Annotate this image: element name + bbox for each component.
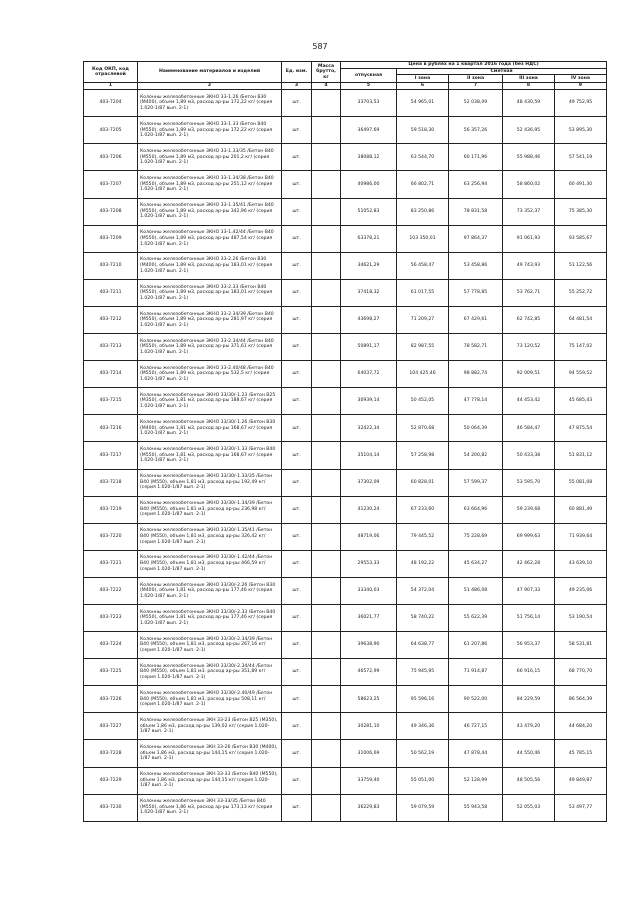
column-number: 9 xyxy=(555,83,607,90)
table-row xyxy=(84,496,607,523)
row-code: 403-7206 xyxy=(84,144,138,171)
row-release-price: 63378,21 xyxy=(341,225,397,252)
row-name: Колонны железобетонные 3КНО 33/30/-2.34/44 /Бетон В40 (М550), объем 1,81 м3, расход ар-ры 351,89 кг/ (серия 1.020-1/87 вып. 2-1) xyxy=(138,659,282,686)
table-row xyxy=(84,361,607,388)
row-mass xyxy=(312,198,341,225)
row-name: Колонны железобетонные 3КНО 33-2.26 /Бетон В30 (М400), объем 1,89 м3, расход ар-ры 183,01 кг/ (серия 1.020-1/87 вып. 2-1) xyxy=(138,252,282,279)
row-zone1-price: 71 209,27 xyxy=(397,306,449,333)
row-zone3-price: 73 352,37 xyxy=(503,198,555,225)
table-row xyxy=(84,794,607,821)
row-mass xyxy=(312,252,341,279)
row-zone4-price: 45 685,43 xyxy=(555,388,607,415)
table-row xyxy=(84,334,607,361)
row-zone1-price: 50 562,19 xyxy=(397,740,449,767)
row-name: Колонны железобетонные 3КНО 33-2.34/44 /Бетон В40 (М550), объем 1,89 м3, расход ар-ры 371,61 кг/ (серия 1.020-1/87 вып. 2-1) xyxy=(138,334,282,361)
row-code: 403-7211 xyxy=(84,279,138,306)
row-zone4-price: 47 875,54 xyxy=(555,415,607,442)
row-unit: шт. xyxy=(282,632,312,659)
row-unit: шт. xyxy=(282,334,312,361)
row-name: Колонны железобетонные 3КН 33-33/35 /Бетон В40 (М550), объем 1,86 м3, расход ар-ры 173,13 кг/ (серия 1.020-1/87 вып. 2-1) xyxy=(138,794,282,821)
row-mass xyxy=(312,523,341,550)
header-zone3: III зона xyxy=(503,75,555,83)
table-row xyxy=(84,279,607,306)
row-zone2-price: 67 429,61 xyxy=(449,306,503,333)
row-zone2-price: 46 727,15 xyxy=(449,713,503,740)
row-name: Колонны железобетонные 3КН 33-23 /Бетон В25 (М350), объем 1,86 м3, расход ар-ры 139,02 кг/ (серия 1.020-1/87 вып. 2-1) xyxy=(138,713,282,740)
row-name: Колонны железобетонные 3КНО 33/30/-2.40/49 /Бетон В40 (М550), объем 1,81 м3, расход ар-ры 508,11 кг/ (серия 1.020-1/87 вып. 2-1) xyxy=(138,686,282,713)
row-mass xyxy=(312,713,341,740)
row-zone2-price: 52 128,99 xyxy=(449,767,503,794)
header-release: отпускная xyxy=(341,68,397,83)
row-unit: шт. xyxy=(282,388,312,415)
row-zone1-price: 66 802,71 xyxy=(397,171,449,198)
header-estimate: Сметная xyxy=(397,68,607,75)
price-table xyxy=(83,61,607,822)
row-release-price: 36497,69 xyxy=(341,117,397,144)
row-code: 403-7214 xyxy=(84,361,138,388)
row-zone4-price: 55 081,08 xyxy=(555,469,607,496)
table-row xyxy=(84,632,607,659)
row-mass xyxy=(312,632,341,659)
row-zone4-price: 44 684,20 xyxy=(555,713,607,740)
row-unit: шт. xyxy=(282,659,312,686)
column-number: 2 xyxy=(138,83,282,90)
row-release-price: 37302,09 xyxy=(341,469,397,496)
row-mass xyxy=(312,225,341,252)
row-zone4-price: 51 831,12 xyxy=(555,442,607,469)
row-release-price: 30281,10 xyxy=(341,713,397,740)
table-row xyxy=(84,225,607,252)
table-row xyxy=(84,659,607,686)
row-code: 403-7210 xyxy=(84,252,138,279)
row-zone4-price: 58 531,81 xyxy=(555,632,607,659)
row-zone3-price: 49 743,93 xyxy=(503,252,555,279)
row-release-price: 40986,00 xyxy=(341,171,397,198)
row-mass xyxy=(312,334,341,361)
row-release-price: 38088,12 xyxy=(341,144,397,171)
table-row xyxy=(84,90,607,117)
row-mass xyxy=(312,361,341,388)
row-unit: шт. xyxy=(282,740,312,767)
row-zone3-price: 46 584,47 xyxy=(503,415,555,442)
row-release-price: 30939,14 xyxy=(341,388,397,415)
row-name: Колонны железобетонные 3КНО 33/30/-2.33 /Бетон В40 (М550), объем 1,81 м3, расход ар-ры 177,46 кг/ (серия 1.020-1/87 вып. 2-1) xyxy=(138,604,282,631)
row-zone1-price: 59 079,59 xyxy=(397,794,449,821)
row-unit: шт. xyxy=(282,523,312,550)
row-name: Колонны железобетонные 3КН 33-33 /Бетон В40 (М550), объем 1,86 м3, расход ар-ры 144,15 кг/ (серия 1.020-1/87 вып. 2-1) xyxy=(138,767,282,794)
row-zone3-price: 92 009,51 xyxy=(503,361,555,388)
row-zone4-price: 53 497,77 xyxy=(555,794,607,821)
table-row xyxy=(84,577,607,604)
row-zone1-price: 63 544,70 xyxy=(397,144,449,171)
header-name: Наименование материалов и изделий xyxy=(138,62,282,83)
table-row xyxy=(84,550,607,577)
row-mass xyxy=(312,415,341,442)
row-zone1-price: 56 458,47 xyxy=(397,252,449,279)
row-zone3-price: 73 120,52 xyxy=(503,334,555,361)
row-mass xyxy=(312,794,341,821)
row-name: Колонны железобетонные 3КНО 33-1.33 /Бетон В40 (М550), объем 1,89 м3, расход ар-ры 172,22 кг/ (серия 1.020-1/87 вып. 2-1) xyxy=(138,117,282,144)
row-release-price: 34621,29 xyxy=(341,252,397,279)
row-name: Колонны железобетонные 3КНО 33-1.26 /Бетон В30 (М400), объем 1,89 м3, расход ар-ры 172,22 кг/ (серия 1.020-1/87 вып. 2-1) xyxy=(138,90,282,117)
row-release-price: 39638,90 xyxy=(341,632,397,659)
row-zone3-price: 52 055,03 xyxy=(503,794,555,821)
table-row xyxy=(84,198,607,225)
header-zone4: IV зона xyxy=(555,75,607,83)
row-mass xyxy=(312,577,341,604)
row-name: Колонны железобетонные 3КНО 33-2.40/48 /Бетон В40 (М550), объем 1,89 м3, расход ар-ры 532,5 кг/ (серия 1.020-1/87 вып. 2-1) xyxy=(138,361,282,388)
row-name: Колонны железобетонные 3КНО 33/30/-1.23 /Бетон В25 (М350), объем 1,81 м3, расход ар-ры 188,67 кг/ (серия 1.020-1/87 вып. 2-1) xyxy=(138,388,282,415)
page-number: 587 xyxy=(312,42,328,51)
row-release-price: 33759,40 xyxy=(341,767,397,794)
row-zone3-price: 56 953,37 xyxy=(503,632,555,659)
row-code: 403-7209 xyxy=(84,225,138,252)
row-zone4-price: 43 639,10 xyxy=(555,550,607,577)
row-mass xyxy=(312,659,341,686)
row-code: 403-7222 xyxy=(84,577,138,604)
row-mass xyxy=(312,90,341,117)
row-code: 403-7224 xyxy=(84,632,138,659)
row-release-price: 36229,83 xyxy=(341,794,397,821)
row-unit: шт. xyxy=(282,198,312,225)
row-mass xyxy=(312,604,341,631)
row-zone2-price: 78 831,58 xyxy=(449,198,503,225)
row-mass xyxy=(312,442,341,469)
row-code: 403-7225 xyxy=(84,659,138,686)
row-zone3-price: 42 462,28 xyxy=(503,550,555,577)
row-zone3-price: 59 239,68 xyxy=(503,496,555,523)
row-zone4-price: 51 122,56 xyxy=(555,252,607,279)
row-zone4-price: 94 559,52 xyxy=(555,361,607,388)
row-name: Колонны железобетонные 3КНО 33-1.42/44 /Бетон В40 (М550), объем 1,89 м3, расход ар-ры 487,54 кг/ (серия 1.020-1/87 вып. 2-1) xyxy=(138,225,282,252)
row-zone4-price: 49 235,06 xyxy=(555,577,607,604)
row-zone2-price: 71 914,87 xyxy=(449,659,503,686)
column-number: 4 xyxy=(312,83,341,90)
row-zone1-price: 50 452,05 xyxy=(397,388,449,415)
row-name: Колонны железобетонные 3КНО 33/30/-1.26 /Бетон В30 (М400), объем 1,81 м3, расход ар-ры 168,67 кг/ (серия 1.020-1/87 вып. 2-1) xyxy=(138,415,282,442)
row-unit: шт. xyxy=(282,279,312,306)
row-unit: шт. xyxy=(282,794,312,821)
row-zone3-price: 66 916,15 xyxy=(503,659,555,686)
row-zone2-price: 63 664,96 xyxy=(449,496,503,523)
row-mass xyxy=(312,279,341,306)
row-code: 403-7229 xyxy=(84,767,138,794)
row-zone4-price: 60 491,30 xyxy=(555,171,607,198)
row-zone2-price: 78 582,71 xyxy=(449,334,503,361)
row-zone3-price: 58 860,02 xyxy=(503,171,555,198)
header-code: Код ОКП, код отраслевой xyxy=(84,62,138,83)
row-unit: шт. xyxy=(282,361,312,388)
row-code: 403-7223 xyxy=(84,604,138,631)
column-number: 7 xyxy=(449,83,503,90)
header-zone1: I зона xyxy=(397,75,449,83)
row-mass xyxy=(312,144,341,171)
row-name: Колонны железобетонные 3КНО 33/30/-1.33/35 /Бетон В40 (М550), объем 1,81 м3, расход ар-ры 192,49 кг/ (серия 1.020-1/87 вып. 2-1) xyxy=(138,469,282,496)
row-release-price: 43698,27 xyxy=(341,306,397,333)
row-zone2-price: 98 882,74 xyxy=(449,361,503,388)
row-zone2-price: 75 228,69 xyxy=(449,523,503,550)
table-row xyxy=(84,144,607,171)
row-zone4-price: 93 585,67 xyxy=(555,225,607,252)
header-unit: Ед. изм. xyxy=(282,62,312,83)
row-code: 403-7213 xyxy=(84,334,138,361)
row-zone2-price: 50 064,39 xyxy=(449,415,503,442)
row-code: 403-7215 xyxy=(84,388,138,415)
row-zone2-price: 51 486,08 xyxy=(449,577,503,604)
row-zone1-price: 104 425,46 xyxy=(397,361,449,388)
row-unit: шт. xyxy=(282,469,312,496)
row-zone2-price: 52 038,09 xyxy=(449,90,503,117)
table-row xyxy=(84,252,607,279)
row-unit: шт. xyxy=(282,117,312,144)
row-zone1-price: 55 051,00 xyxy=(397,767,449,794)
row-unit: шт. xyxy=(282,577,312,604)
row-zone1-price: 103 350,01 xyxy=(397,225,449,252)
row-mass xyxy=(312,469,341,496)
table-row xyxy=(84,767,607,794)
table-row xyxy=(84,415,607,442)
row-release-price: 48719,06 xyxy=(341,523,397,550)
row-zone1-price: 58 740,22 xyxy=(397,604,449,631)
row-release-price: 46572,99 xyxy=(341,659,397,686)
row-code: 403-7219 xyxy=(84,496,138,523)
table-row xyxy=(84,523,607,550)
row-mass xyxy=(312,117,341,144)
row-zone4-price: 53 190,54 xyxy=(555,604,607,631)
row-zone1-price: 79 445,52 xyxy=(397,523,449,550)
row-zone2-price: 55 943,58 xyxy=(449,794,503,821)
row-zone3-price: 84 229,59 xyxy=(503,686,555,713)
row-zone4-price: 49 752,95 xyxy=(555,90,607,117)
row-zone4-price: 75 147,02 xyxy=(555,334,607,361)
row-name: Колонны железобетонные 3КНО 33-1.35/41 /Бетон В40 (М550), объем 1,89 м3, расход ар-ры 342,96 кг/ (серия 1.020-1/87 вып. 2-1) xyxy=(138,198,282,225)
row-zone2-price: 63 256,94 xyxy=(449,171,503,198)
row-zone4-price: 49 849,87 xyxy=(555,767,607,794)
row-zone3-price: 69 999,63 xyxy=(503,523,555,550)
header-price-group: Цена в рублях на 1 квартал 2016 года (без НДС) xyxy=(341,62,607,69)
row-zone3-price: 48 505,56 xyxy=(503,767,555,794)
row-code: 403-7228 xyxy=(84,740,138,767)
row-zone1-price: 95 596,16 xyxy=(397,686,449,713)
row-zone1-price: 54 965,01 xyxy=(397,90,449,117)
table-row xyxy=(84,604,607,631)
row-name: Колонны железобетонные 3КНО 33/30/-2.34/39 /Бетон В40 (М550), объем 1,81 м3, расход ар-ры 267,16 кг/ (серия 1.020-1/87 вып. 2-1) xyxy=(138,632,282,659)
row-zone3-price: 55 988,46 xyxy=(503,144,555,171)
row-name: Колонны железобетонные 3КНО 33/30/-1.42/44 /Бетон В40 (М550), объем 1,81 м3, расход ар-ры 466,59 кг/ (серия 1.020-1/87 вып. 2-1) xyxy=(138,550,282,577)
row-zone2-price: 47 878,44 xyxy=(449,740,503,767)
row-code: 403-7227 xyxy=(84,713,138,740)
row-zone1-price: 82 987,55 xyxy=(397,334,449,361)
row-unit: шт. xyxy=(282,252,312,279)
row-zone2-price: 60 171,96 xyxy=(449,144,503,171)
row-code: 403-7208 xyxy=(84,198,138,225)
row-mass xyxy=(312,306,341,333)
row-zone4-price: 68 770,70 xyxy=(555,659,607,686)
row-name: Колонны железобетонные 3КНО 33/30/-1.34/39 /Бетон В40 (М550), объем 1,81 м3, расход ар-ры 236,98 кг/ (серия 1.020-1/87 вып. 2-1) xyxy=(138,496,282,523)
column-number: 1 xyxy=(84,83,138,90)
row-code: 403-7204 xyxy=(84,90,138,117)
row-zone2-price: 97 864,37 xyxy=(449,225,503,252)
row-name: Колонны железобетонные 3КНО 33/30/-2.26 /Бетон В30 (М400), объем 1,81 м3, расход ар-ры 177,46 кг/ (серия 1.020-1/87 вып. 2-1) xyxy=(138,577,282,604)
column-number: 6 xyxy=(397,83,449,90)
column-number: 5 xyxy=(341,83,397,90)
row-zone1-price: 83 250,86 xyxy=(397,198,449,225)
row-unit: шт. xyxy=(282,713,312,740)
row-unit: шт. xyxy=(282,442,312,469)
table-row xyxy=(84,117,607,144)
row-name: Колонны железобетонные 3КНО 33-1.33/35 /Бетон В40 (М550), объем 1,89 м3, расход ар-ры 201,2 кг/ (серия 1.020-1/87 вып. 2-1) xyxy=(138,144,282,171)
row-release-price: 33340,03 xyxy=(341,577,397,604)
row-zone3-price: 52 436,95 xyxy=(503,117,555,144)
row-name: Колонны железобетонные 3КНО 33-1.34/38 /Бетон В40 (М550), объем 1,89 м3, расход ар-ры 251,12 кг/ (серия 1.020-1/87 вып. 2-1) xyxy=(138,171,282,198)
row-zone3-price: 50 433,38 xyxy=(503,442,555,469)
row-code: 403-7218 xyxy=(84,469,138,496)
row-release-price: 36021,77 xyxy=(341,604,397,631)
table-row xyxy=(84,740,607,767)
row-zone3-price: 51 756,14 xyxy=(503,604,555,631)
row-zone3-price: 44 453,42 xyxy=(503,388,555,415)
row-name: Колонны железобетонные 3КНО 33-2.34/39 /Бетон В40 (М550), объем 1,89 м3, расход ар-ры 281,97 кг/ (серия 1.020-1/87 вып. 2-1) xyxy=(138,306,282,333)
row-unit: шт. xyxy=(282,144,312,171)
row-zone4-price: 55 252,72 xyxy=(555,279,607,306)
row-mass xyxy=(312,388,341,415)
row-zone4-price: 71 939,64 xyxy=(555,523,607,550)
row-name: Колонны железобетонные 3КНО 33/30/-1.35/41 /Бетон В40 (М550), объем 1,81 м3, расход ар-ры 326,42 кг/ (серия 1.020-1/87 вып. 2-1) xyxy=(138,523,282,550)
row-zone3-price: 48 430,59 xyxy=(503,90,555,117)
row-release-price: 33703,53 xyxy=(341,90,397,117)
row-unit: шт. xyxy=(282,686,312,713)
row-release-price: 41230,24 xyxy=(341,496,397,523)
row-zone1-price: 54 372,04 xyxy=(397,577,449,604)
column-number: 8 xyxy=(503,83,555,90)
row-unit: шт. xyxy=(282,171,312,198)
row-zone1-price: 75 945,95 xyxy=(397,659,449,686)
table-row xyxy=(84,171,607,198)
row-zone4-price: 75 385,30 xyxy=(555,198,607,225)
row-release-price: 37418,32 xyxy=(341,279,397,306)
row-zone3-price: 47 907,33 xyxy=(503,577,555,604)
row-zone2-price: 54 200,82 xyxy=(449,442,503,469)
row-zone3-price: 91 061,93 xyxy=(503,225,555,252)
row-release-price: 50891,17 xyxy=(341,334,397,361)
row-mass xyxy=(312,496,341,523)
row-zone2-price: 47 778,14 xyxy=(449,388,503,415)
row-zone1-price: 49 346,36 xyxy=(397,713,449,740)
row-code: 403-7205 xyxy=(84,117,138,144)
row-unit: шт. xyxy=(282,550,312,577)
row-unit: шт. xyxy=(282,496,312,523)
header-zone2: II зона xyxy=(449,75,503,83)
row-name: Колонны железобетонные 3КНО 33/30/-1.33 /Бетон В40 (М550), объем 1,81 м3, расход ар-ры 168,67 кг/ (серия 1.020-1/87 вып. 2-1) xyxy=(138,442,282,469)
row-zone2-price: 53 458,86 xyxy=(449,252,503,279)
row-zone4-price: 86 564,39 xyxy=(555,686,607,713)
row-unit: шт. xyxy=(282,306,312,333)
table-row xyxy=(84,686,607,713)
table-row xyxy=(84,469,607,496)
row-zone2-price: 56 357,26 xyxy=(449,117,503,144)
row-zone1-price: 61 017,55 xyxy=(397,279,449,306)
row-zone3-price: 62 742,85 xyxy=(503,306,555,333)
table-row xyxy=(84,442,607,469)
row-unit: шт. xyxy=(282,604,312,631)
row-zone3-price: 53 595,70 xyxy=(503,469,555,496)
row-zone1-price: 67 233,60 xyxy=(397,496,449,523)
row-name: Колонны железобетонные 3КНО 33-2.33 /Бетон В40 (М550), объем 1,89 м3, расход ар-ры 183,01 кг/ (серия 1.020-1/87 вып. 2-1) xyxy=(138,279,282,306)
row-release-price: 58623,25 xyxy=(341,686,397,713)
row-mass xyxy=(312,740,341,767)
row-unit: шт. xyxy=(282,767,312,794)
row-code: 403-7221 xyxy=(84,550,138,577)
row-mass xyxy=(312,171,341,198)
row-mass xyxy=(312,767,341,794)
row-zone4-price: 64 481,54 xyxy=(555,306,607,333)
row-zone2-price: 90 522,00 xyxy=(449,686,503,713)
table-row xyxy=(84,388,607,415)
row-code: 403-7230 xyxy=(84,794,138,821)
row-code: 403-7216 xyxy=(84,415,138,442)
row-release-price: 32422,34 xyxy=(341,415,397,442)
row-zone1-price: 59 518,30 xyxy=(397,117,449,144)
row-mass xyxy=(312,550,341,577)
row-zone4-price: 60 881,49 xyxy=(555,496,607,523)
row-mass xyxy=(312,686,341,713)
row-code: 403-7212 xyxy=(84,306,138,333)
row-code: 403-7220 xyxy=(84,523,138,550)
column-number: 3 xyxy=(282,83,312,90)
table-row xyxy=(84,713,607,740)
row-zone1-price: 64 638,77 xyxy=(397,632,449,659)
row-zone4-price: 57 541,19 xyxy=(555,144,607,171)
row-release-price: 51052,83 xyxy=(341,198,397,225)
row-zone1-price: 60 828,01 xyxy=(397,469,449,496)
row-unit: шт. xyxy=(282,225,312,252)
row-code: 403-7207 xyxy=(84,171,138,198)
row-release-price: 31006,69 xyxy=(341,740,397,767)
row-release-price: 64037,72 xyxy=(341,361,397,388)
row-zone3-price: 53 762,71 xyxy=(503,279,555,306)
row-release-price: 29553,33 xyxy=(341,550,397,577)
row-zone4-price: 53 895,30 xyxy=(555,117,607,144)
row-zone1-price: 48 192,22 xyxy=(397,550,449,577)
row-zone2-price: 57 778,85 xyxy=(449,279,503,306)
row-zone2-price: 45 634,27 xyxy=(449,550,503,577)
row-zone4-price: 45 785,15 xyxy=(555,740,607,767)
header-mass: Масса брутто, кг xyxy=(312,62,341,83)
row-name: Колонны железобетонные 3КН 33-26 /Бетон В30 (М400), объем 1,86 м3, расход ар-ры 144,15 кг/ (серия 1.020-1/87 вып. 2-1) xyxy=(138,740,282,767)
row-zone3-price: 44 550,46 xyxy=(503,740,555,767)
row-code: 403-7226 xyxy=(84,686,138,713)
row-release-price: 35104,14 xyxy=(341,442,397,469)
row-zone2-price: 57 599,37 xyxy=(449,469,503,496)
column-number-row xyxy=(84,83,607,90)
row-zone2-price: 55 622,39 xyxy=(449,604,503,631)
row-zone2-price: 61 207,86 xyxy=(449,632,503,659)
row-zone1-price: 52 870,68 xyxy=(397,415,449,442)
row-zone3-price: 43 479,20 xyxy=(503,713,555,740)
row-zone1-price: 57 258,98 xyxy=(397,442,449,469)
row-unit: шт. xyxy=(282,415,312,442)
row-unit: шт. xyxy=(282,90,312,117)
row-code: 403-7217 xyxy=(84,442,138,469)
table-row xyxy=(84,306,607,333)
